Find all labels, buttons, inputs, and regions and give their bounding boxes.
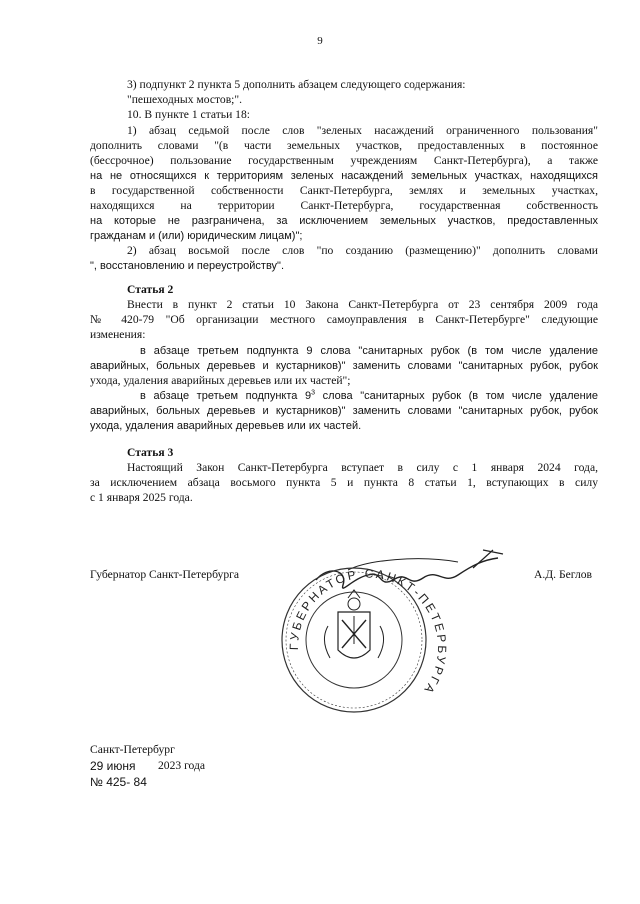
text-line: с 1 января 2025 года. bbox=[90, 491, 193, 504]
text-line: 2) абзац восьмой после слов "по созданию (размещению)" дополнить словами bbox=[127, 244, 598, 257]
text-line: изменения: bbox=[90, 328, 146, 341]
governor-title: Губернатор Санкт-Петербурга bbox=[90, 568, 240, 581]
text-line: ", восстановлению и переустройству". bbox=[90, 260, 285, 272]
governor-name: А.Д. Беглов bbox=[534, 568, 593, 581]
text-line: Внести в пункт 2 статьи 10 Закона Санкт-Петербурга от 23 сентября 2009 года bbox=[127, 298, 598, 311]
text-line: дополнить словами "(в части земельных участков, предоставленных в постоянное bbox=[90, 139, 598, 152]
signature-and-seal bbox=[258, 540, 518, 720]
text-line: ухода, удаления аварийных деревьев или их частей. bbox=[90, 420, 362, 432]
text-line bbox=[140, 389, 598, 403]
city: Санкт-Петербург bbox=[90, 743, 175, 756]
article-3-heading: Статья 3 bbox=[127, 446, 174, 459]
page-number: 9 bbox=[317, 35, 323, 47]
text-line: на которые не разграничена, за исключением земельных участков, предоставленных bbox=[90, 215, 598, 227]
text-line: 1) абзац седьмой после слов "зеленых насаждений ограниченного пользования" bbox=[127, 124, 598, 137]
document-number: № 425- 84 bbox=[90, 775, 147, 789]
seal-icon bbox=[258, 540, 518, 720]
text-line: ухода, удаления аварийных деревьев или их частей"; bbox=[90, 374, 351, 387]
text-line: Настоящий Закон Санкт-Петербурга вступает в силу с 1 января 2024 года, bbox=[127, 461, 598, 474]
date-day: 29 июня bbox=[90, 759, 136, 773]
text-line: (бессрочное) пользование государственным учреждениям Санкт-Петербурга), а также bbox=[90, 154, 598, 167]
date-year: 2023 года bbox=[158, 759, 206, 772]
text-line: гражданам и (или) юридическим лицам)"; bbox=[90, 230, 303, 242]
text-line: 10. В пункте 1 статьи 18: bbox=[127, 108, 250, 121]
text-line: в абзаце третьем подпункта 9 слова "санитарных рубок (в том числе удаление bbox=[140, 345, 598, 357]
text-line: в государственной собственности Санкт-Петербурга, землях и земельных участках, bbox=[90, 184, 598, 197]
text-line: аварийных, больных деревьев и кустарников)" заменить словами "санитарных рубок, рубок bbox=[90, 405, 598, 417]
text-line: № 420-79 "Об организации местного самоуправления в Санкт-Петербурге" следующие bbox=[90, 313, 598, 326]
text-run: слова "санитарных рубок (в том числе удаление bbox=[315, 390, 598, 402]
superscript: 3 bbox=[311, 389, 316, 397]
text-line: аварийных, больных деревьев и кустарников)" заменить словами "санитарных рубок, рубок bbox=[90, 360, 598, 372]
text-line: на не относящихся к территориям зеленых насаждений земельных участках, находящихся bbox=[90, 170, 598, 182]
text-line: находящихся на территории Санкт-Петербурга, государственная собственность bbox=[90, 199, 598, 212]
text-line: "пешеходных мостов;". bbox=[127, 93, 243, 106]
text-line: 3) подпункт 2 пункта 5 дополнить абзацем следующего содержания: bbox=[127, 78, 466, 91]
text-line: за исключением абзаца восьмого пункта 5 и пункта 8 статьи 1, вступающих в силу bbox=[90, 476, 598, 489]
svg-text:ГУБЕРНАТОР САНКТ-ПЕТЕРБУРГА: ГУБЕРНАТОР САНКТ-ПЕТЕРБУРГА bbox=[286, 566, 450, 698]
text-run: в абзаце третьем подпункта 9 bbox=[140, 390, 312, 402]
article-2-heading: Статья 2 bbox=[127, 283, 174, 296]
